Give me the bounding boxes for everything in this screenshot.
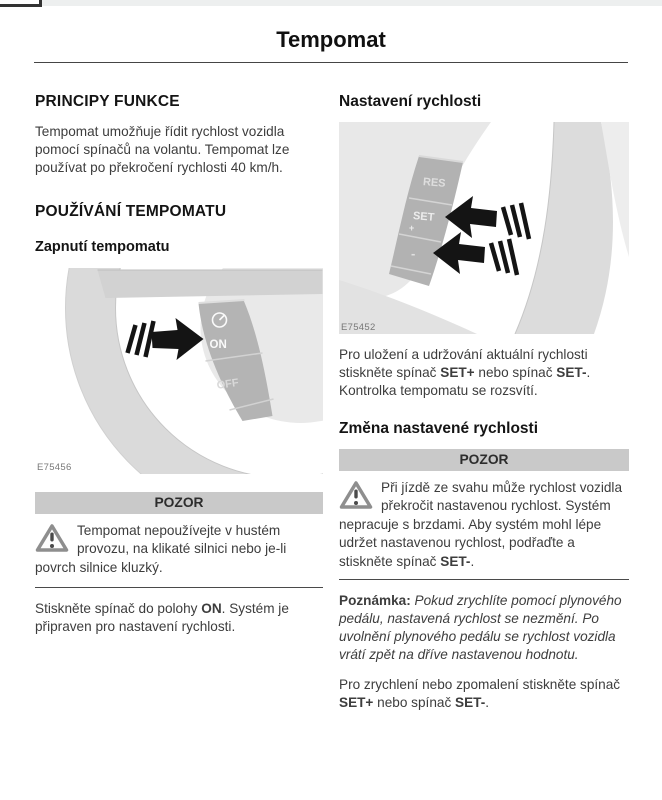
- principles-heading: PRINCIPY FUNKCE: [35, 93, 180, 110]
- figure-cruise-on-off: [35, 268, 323, 474]
- warning-box: [35, 492, 323, 588]
- set-plus-label: +: [409, 223, 415, 233]
- warning-triangle-icon: [35, 523, 69, 553]
- warning-triangle-icon: [339, 480, 373, 510]
- figure-code: E75456: [37, 462, 72, 473]
- warning-body: [339, 479, 629, 571]
- set-button-label: SET: [412, 209, 435, 224]
- warning-text: Tempomat nepoužívejte v hustém provozu, na klikaté silnici nebo je-li povrch silnice kluzký.: [35, 523, 287, 575]
- warning-header: POZOR: [339, 449, 629, 471]
- accelerate-paragraph: Pro zrychlení nebo zpomalení stiskněte spínač SET+ nebo spínač SET-.: [339, 677, 621, 711]
- usage-heading: POUŽÍVÁNÍ TEMPOMATU: [35, 203, 227, 220]
- set-speed-paragraph: Pro uložení a udržování aktuální rychlosti stiskněte spínač SET+ nebo spínač SET-. Kontrolka tempomatu se rozsvítí.: [339, 347, 591, 398]
- wheel-spoke: [98, 270, 323, 298]
- warning-header: POZOR: [35, 492, 323, 514]
- press-arrow-icon: [433, 232, 517, 275]
- top-edge-strip: [0, 0, 662, 6]
- off-button-label: OFF: [215, 376, 240, 392]
- figure-code: E75452: [341, 322, 376, 333]
- steering-wheel-set-illustration: [339, 122, 629, 334]
- warning-box: [339, 449, 629, 580]
- figure-set-speed: [339, 122, 629, 334]
- note-paragraph: Poznámka: Pokud zrychlíte pomocí plynového pedálu, nastavená rychlost se nezmění. Po uvolnění plynového pedálu se rychlost vozidla vrátí zpět na dříve nastavenou hodnotu.: [339, 593, 622, 663]
- left-column: [35, 63, 323, 712]
- press-arrow-icon: [445, 196, 529, 239]
- activation-heading: Zapnutí tempomatu: [35, 239, 170, 255]
- press-on-paragraph: Stiskněte spínač do polohy ON. Systém je připraven pro nastavení rychlosti.: [35, 601, 289, 635]
- wheel-rim: [515, 122, 613, 334]
- warning-text: Při jízdě ze svahu může rychlost vozidla překročit nastavenou rychlost. Systém nepracuje s brzdami. Aby systém mohl lépe udržet nastavenou rychlost, podřaďte a stiskněte spínač SET-.: [339, 480, 623, 569]
- set-speed-heading: Nastavení rychlosti: [339, 93, 482, 110]
- set-minus-label: -: [411, 246, 416, 261]
- window-corner-artifact: [0, 0, 42, 7]
- two-column-layout: [0, 63, 662, 712]
- change-speed-heading: Změna nastavené rychlosti: [339, 420, 538, 437]
- res-button-label: RES: [422, 175, 447, 190]
- right-column: [339, 63, 629, 712]
- on-button-label: ON: [209, 339, 227, 351]
- page-title: Tempomat: [276, 27, 386, 52]
- warning-body: [35, 522, 323, 577]
- principles-paragraph: Tempomat umožňuje řídit rychlost vozidla pomocí spínačů na volantu. Tempomat lze používat po překročení rychlosti 40 km/h.: [35, 124, 290, 175]
- press-arrow-icon: [128, 318, 204, 360]
- steering-wheel-on-off-illustration: [35, 268, 323, 474]
